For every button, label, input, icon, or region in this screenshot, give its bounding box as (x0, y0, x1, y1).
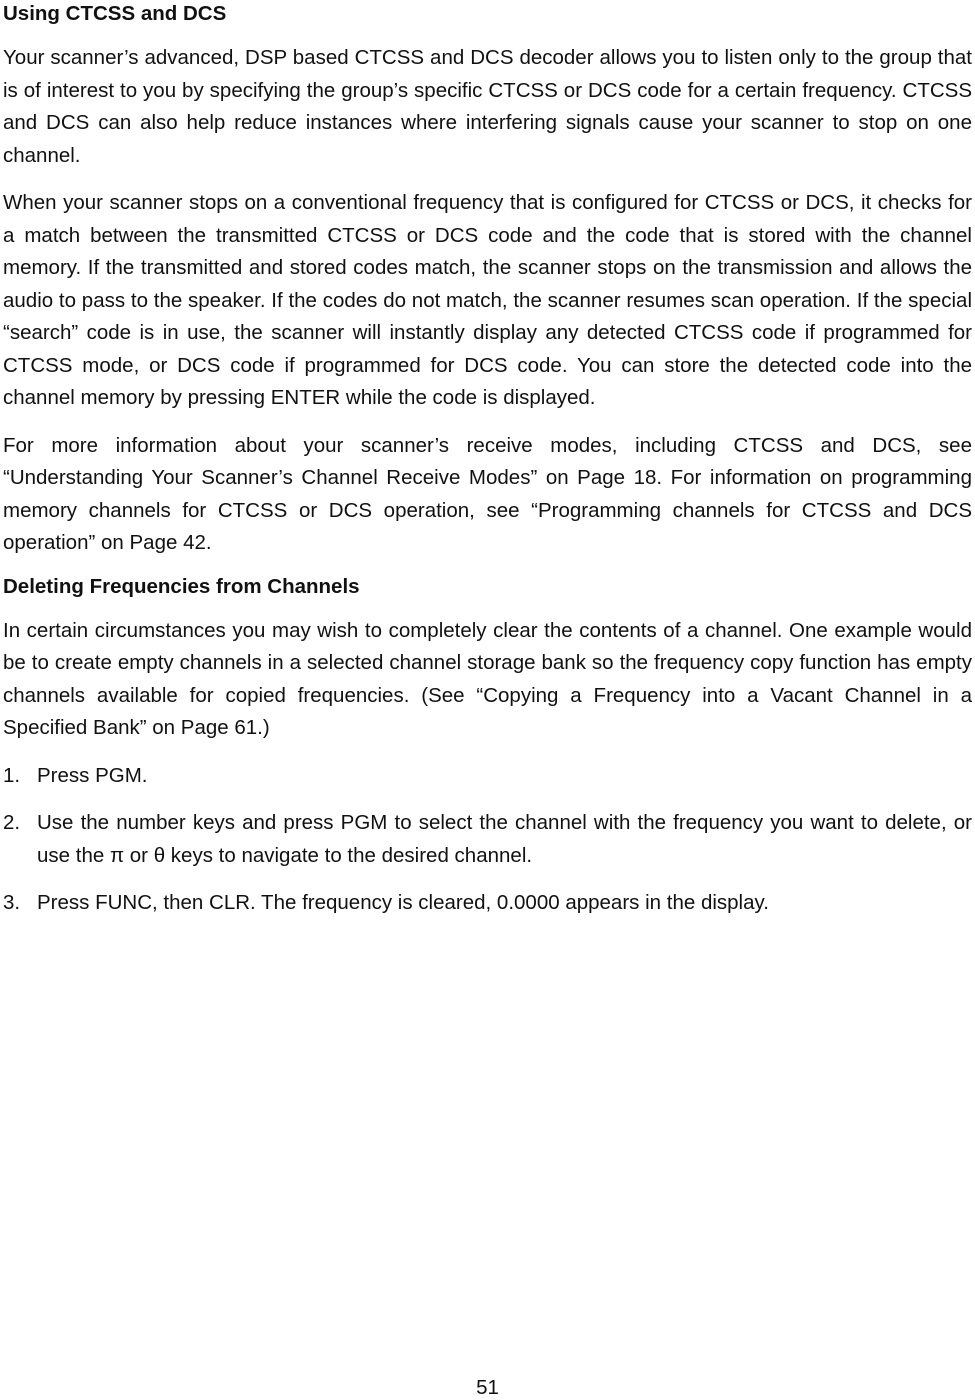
step-number: 2. (3, 811, 21, 834)
page-number: 51 (476, 1376, 499, 1399)
list-item-step-1 (3, 760, 972, 793)
paragraph-ctcss-more-info: For more information about your scanner’s receive modes, including CTCSS and DCS, see “Understanding Your Scanner’s Channel Receive Modes” on Page 18. For information on programming memory channels for CTCSS or DCS operation, see “Programming channels for CTCSS and DCS operation” on Page 42. (3, 433, 972, 554)
step-text: Press FUNC, then CLR. The frequency is cleared, 0.0000 appears in the display. (37, 891, 769, 914)
manual-page (3, 0, 972, 920)
step-text: Use the number keys and press PGM to select the channel with the frequency you want to delete, or use the π or θ keys to navigate to the desired channel. (37, 811, 972, 867)
steps-list (3, 760, 972, 920)
list-item-step-2 (3, 807, 972, 872)
step-text: Press PGM. (37, 763, 148, 787)
step-number: 1. (3, 763, 21, 787)
step-number: 3. (3, 891, 21, 914)
section-heading-deleting-frequencies: Deleting Frequencies from Channels (3, 574, 360, 598)
paragraph-ctcss-intro: Your scanner’s advanced, DSP based CTCSS and DCS decoder allows you to listen only to the group that is of interest to you by specifying the group’s specific CTCSS or DCS code for a certain frequency. CTCSS and DCS can also help reduce instances where interfering signals cause your scanner to stop on one channel. (3, 46, 972, 167)
paragraph-ctcss-match: When your scanner stops on a conventional frequency that is configured for CTCSS or DCS, it checks for a match between the transmitted CTCSS or DCS code and the code that is stored with the channel memory. If the transmitted and stored codes match, the scanner stops on the transmission and allows the audio to pass to the speaker. If the codes do not match, the scanner resumes scan operation. If the special “search” code is in use, the scanner will instantly display any detected CTCSS code if programmed for CTCSS mode, or DCS code if programmed for DCS code. You can store the detected code into the channel memory by pressing ENTER while the code is displayed. (3, 191, 972, 409)
paragraph-deleting-intro: In certain circumstances you may wish to completely clear the contents of a channel. One example would be to create empty channels in a selected channel storage bank so the frequency copy function has empty channels available for copied frequencies. (See “Copying a Frequency into a Vacant Channel in a Specified Bank” on Page 61.) (3, 618, 972, 739)
list-item-step-3 (3, 887, 972, 920)
section-heading-ctcss-dcs: Using CTCSS and DCS (3, 2, 227, 25)
